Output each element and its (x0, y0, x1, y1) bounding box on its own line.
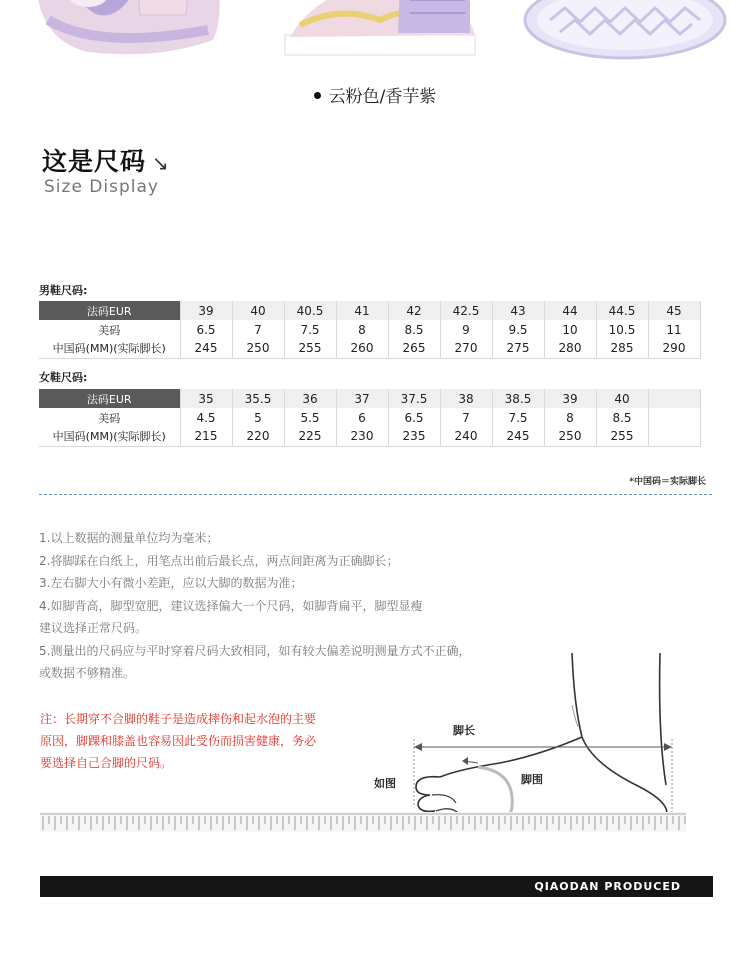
as-shown-label: 如图 (374, 777, 396, 790)
table-cell: 39 (544, 389, 596, 408)
table-cell: 40 (232, 301, 284, 320)
table-row (39, 389, 700, 408)
table-cell: 215 (180, 427, 232, 446)
warning-note (40, 708, 316, 774)
table-cell: 260 (336, 339, 388, 358)
table-cell: 290 (648, 339, 700, 358)
table-note: *中国码＝实际脚长 (629, 477, 706, 487)
section-subtitle: Size Display (44, 177, 159, 197)
table-cell: 41 (336, 301, 388, 320)
table-cell: 6.5 (180, 320, 232, 339)
table-cell: 44 (544, 301, 596, 320)
table-cell: 8 (336, 320, 388, 339)
table-cell: 10 (544, 320, 596, 339)
table-cell: 250 (232, 339, 284, 358)
table-cell: 250 (544, 427, 596, 446)
table-row (39, 427, 700, 446)
table-cell: 8.5 (596, 408, 648, 427)
warning-line: 原因，脚踝和膝盖也容易因此受伤而损害健康，务必 (40, 734, 317, 748)
table-row (39, 339, 700, 358)
row-header: 中国码(MM)(实际脚长) (39, 427, 180, 446)
table-cell: 255 (596, 427, 648, 446)
table-cell: 7 (232, 320, 284, 339)
table-row (39, 408, 700, 427)
table-cell: 7 (440, 408, 492, 427)
shoe-image-sole (520, 0, 730, 60)
instruction-line: 3.左右脚大小有微小差距，应以大脚的数据为准； (39, 576, 303, 590)
table-cell: 240 (440, 427, 492, 446)
table-cell: 235 (388, 427, 440, 446)
table-cell: 9.5 (492, 320, 544, 339)
bullet-dot-icon (314, 92, 321, 99)
footer-bar (40, 876, 713, 897)
table-cell: 275 (492, 339, 544, 358)
table-cell: 255 (284, 339, 336, 358)
table-cell: 40.5 (284, 301, 336, 320)
table-cell: 45 (648, 301, 700, 320)
table-cell: 285 (596, 339, 648, 358)
row-header: 美码 (39, 320, 180, 339)
table-row (39, 320, 700, 339)
table-cell: 8.5 (388, 320, 440, 339)
table-cell: 265 (388, 339, 440, 358)
men-size-label: 男鞋尺码: (39, 284, 88, 297)
row-header: 法码EUR (39, 301, 180, 320)
color-caption (0, 82, 750, 107)
table-cell: 39 (180, 301, 232, 320)
instruction-line: 5.测量出的尺码应与平时穿着尺码大致相同，如有较大偏差说明测量方式不正确， (39, 643, 471, 658)
table-cell: 4.5 (180, 408, 232, 427)
foot-diagram (360, 645, 700, 830)
shoe-image-side-2 (280, 0, 480, 65)
table-cell: 42.5 (440, 301, 492, 320)
instruction-line: 或数据不够精准。 (39, 666, 136, 680)
table-cell: 38 (440, 389, 492, 408)
table-cell: 10.5 (596, 320, 648, 339)
warning-line: 要选择自己合脚的尺码。 (40, 756, 173, 770)
table-cell: 270 (440, 339, 492, 358)
instruction-line: 2.将脚踩在白纸上，用笔点出前后最长点，两点间距离为正确脚长； (39, 553, 399, 568)
table-cell (648, 389, 700, 408)
table-cell: 37.5 (388, 389, 440, 408)
ruler-graphic (40, 812, 686, 832)
table-row (39, 301, 700, 320)
table-cell: 36 (284, 389, 336, 408)
section-title (42, 142, 170, 178)
table-cell: 7.5 (492, 408, 544, 427)
table-cell: 35.5 (232, 389, 284, 408)
table-cell: 11 (648, 320, 700, 339)
instruction-line: 1.以上数据的测量单位均为毫米； (39, 531, 219, 545)
table-cell: 230 (336, 427, 388, 446)
table-cell: 280 (544, 339, 596, 358)
table-cell: 44.5 (596, 301, 648, 320)
table-cell: 5.5 (284, 408, 336, 427)
row-header: 法码EUR (39, 389, 180, 408)
section-title-text: 这是尺码 (42, 147, 147, 176)
foot-girth-label: 脚围 (521, 773, 543, 786)
product-images-strip (0, 0, 750, 70)
dashed-divider (39, 494, 712, 495)
color-name: 云粉色/香芋紫 (328, 87, 437, 107)
table-cell: 6 (336, 408, 388, 427)
table-cell (648, 408, 700, 427)
women-size-table (39, 389, 701, 447)
brand-text: QIAODAN PRODUCED (534, 880, 681, 893)
instruction-line: 4.如脚背高，脚型宽肥，建议选择偏大一个尺码，如脚背扁平，脚型显瘦 (39, 598, 423, 613)
women-size-label: 女鞋尺码: (39, 371, 88, 384)
instruction-line: 建议选择正常尺码。 (39, 621, 148, 635)
warning-line: 注：长期穿不合脚的鞋子是造成摔伤和起水泡的主要 (40, 712, 317, 726)
table-cell: 38.5 (492, 389, 544, 408)
table-cell: 7.5 (284, 320, 336, 339)
arrow-down-right-icon: ↘ (152, 151, 170, 175)
table-cell: 9 (440, 320, 492, 339)
table-cell (648, 427, 700, 446)
table-cell: 8 (544, 408, 596, 427)
table-cell: 5 (232, 408, 284, 427)
table-cell: 225 (284, 427, 336, 446)
table-cell: 40 (596, 389, 648, 408)
table-cell: 245 (492, 427, 544, 446)
shoe-image-side (28, 0, 228, 60)
table-cell: 42 (388, 301, 440, 320)
table-cell: 43 (492, 301, 544, 320)
men-size-table (39, 301, 701, 359)
row-header: 美码 (39, 408, 180, 427)
table-cell: 6.5 (388, 408, 440, 427)
row-header: 中国码(MM)(实际脚长) (39, 339, 180, 358)
table-cell: 220 (232, 427, 284, 446)
table-cell: 37 (336, 389, 388, 408)
table-cell: 245 (180, 339, 232, 358)
table-cell: 35 (180, 389, 232, 408)
foot-length-label: 脚长 (453, 724, 475, 737)
